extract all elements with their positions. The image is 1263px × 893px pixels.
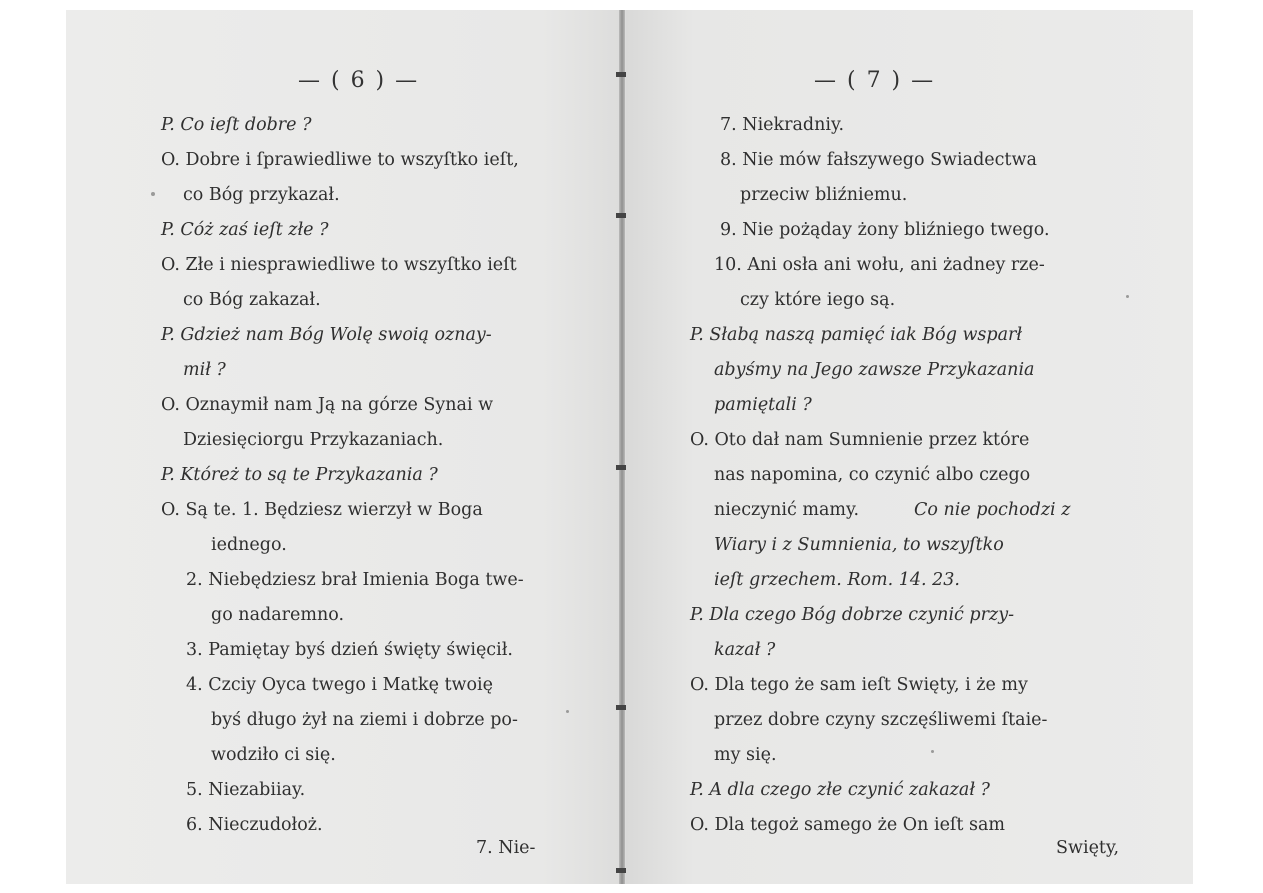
question-line: kazał ? (714, 640, 776, 660)
question-line: pamiętali ? (714, 395, 812, 415)
question-line: abyśmy na Jego zawsze Przykazania (714, 360, 1035, 380)
gutter-mark (616, 72, 626, 77)
answer-line: nieczynić mamy. (714, 500, 860, 520)
catchword: 7. Nie- (476, 838, 536, 858)
quotation-line: Wiary i z Sumnienia, to wszyſtko (714, 535, 1004, 555)
commandment-line: iednego. (211, 535, 287, 555)
paper-speck (1126, 295, 1129, 298)
answer-line: co Bóg zakazał. (183, 290, 321, 310)
answer-line: O. Złe i niesprawiedliwe to wszyſtko ieſt (161, 255, 517, 275)
gutter-mark (616, 705, 626, 710)
question-line: P. Cóż zaś ieſt złe ? (161, 220, 329, 240)
paper-speck (931, 750, 934, 753)
answer-line: O. Oto dał nam Sumnienie przez które (690, 430, 1030, 450)
commandment-line: go nadaremno. (211, 605, 345, 625)
answer-line: my się. (714, 745, 777, 765)
catchword: Swięty, (1056, 838, 1120, 858)
commandment-line: 5. Niezabiiay. (186, 780, 306, 800)
question-line: P. A dla czego złe czynić zakazał ? (690, 780, 990, 800)
gutter-mark (616, 465, 626, 470)
book-scan (66, 10, 1193, 884)
answer-line: O. Są te. 1. Będziesz wierzył w Boga (161, 500, 483, 520)
paper-speck (151, 192, 155, 196)
commandment-line: wodziło ci się. (211, 745, 336, 765)
commandment-line: 9. Nie pożąday żony bliźniego twego. (720, 220, 1050, 240)
answer-line: nas napomina, co czynić albo czego (714, 465, 1031, 485)
answer-line: co Bóg przykazał. (183, 185, 340, 205)
quotation-line: Co nie pochodzi z (914, 500, 1071, 520)
paper-speck (566, 710, 569, 713)
commandment-line: 10. Ani osła ani wołu, ani żadney rze- (714, 255, 1045, 275)
gutter-mark (616, 213, 626, 218)
question-line: P. Dla czego Bóg dobrze czynić przy- (690, 605, 1014, 625)
left-page (66, 10, 626, 884)
answer-line: Dziesięciorgu Przykazaniach. (183, 430, 444, 450)
commandment-line: byś długo żył na ziemi i dobrze po- (211, 710, 518, 730)
question-line: mił ? (183, 360, 226, 380)
page-number-6: — ( 6 ) — (298, 68, 420, 93)
gutter-mark (616, 868, 626, 873)
quotation-line: ieſt grzechem. Rom. 14. 23. (714, 570, 960, 590)
commandment-line: 7. Niekradniy. (720, 115, 845, 135)
book-gutter (619, 10, 625, 884)
commandment-line: 2. Niebędziesz brał Imienia Boga twe- (186, 570, 524, 590)
answer-line: O. Oznaymił nam Ją na górze Synai w (161, 395, 494, 415)
answer-line: O. Dobre i ſprawiedliwe to wszyſtko ieſt, (161, 150, 519, 170)
commandment-line: 3. Pamiętay byś dzień święty święcił. (186, 640, 513, 660)
commandment-line: przeciw bliźniemu. (740, 185, 908, 205)
page-number-7: — ( 7 ) — (814, 68, 936, 93)
question-line: P. Gdzież nam Bóg Wolę swoią oznay- (161, 325, 492, 345)
commandment-line: czy które iego są. (740, 290, 896, 310)
commandment-line: 6. Nieczudołoż. (186, 815, 323, 835)
answer-line: O. Dla tegoż samego że On ieſt sam (690, 815, 1005, 835)
question-line: P. Słabą naszą pamięć iak Bóg wsparł (690, 325, 1023, 345)
answer-line: O. Dla tego że sam ieſt Swięty, i że my (690, 675, 1028, 695)
answer-line: przez dobre czyny szczęśliwemi ſtaie- (714, 710, 1048, 730)
question-line: P. Co ieſt dobre ? (161, 115, 312, 135)
question-line: P. Któreż to są te Przykazania ? (161, 465, 438, 485)
commandment-line: 4. Czciy Oyca twego i Matkę twoię (186, 675, 493, 695)
commandment-line: 8. Nie mów fałszywego Swiadectwa (720, 150, 1037, 170)
right-page (626, 10, 1193, 884)
